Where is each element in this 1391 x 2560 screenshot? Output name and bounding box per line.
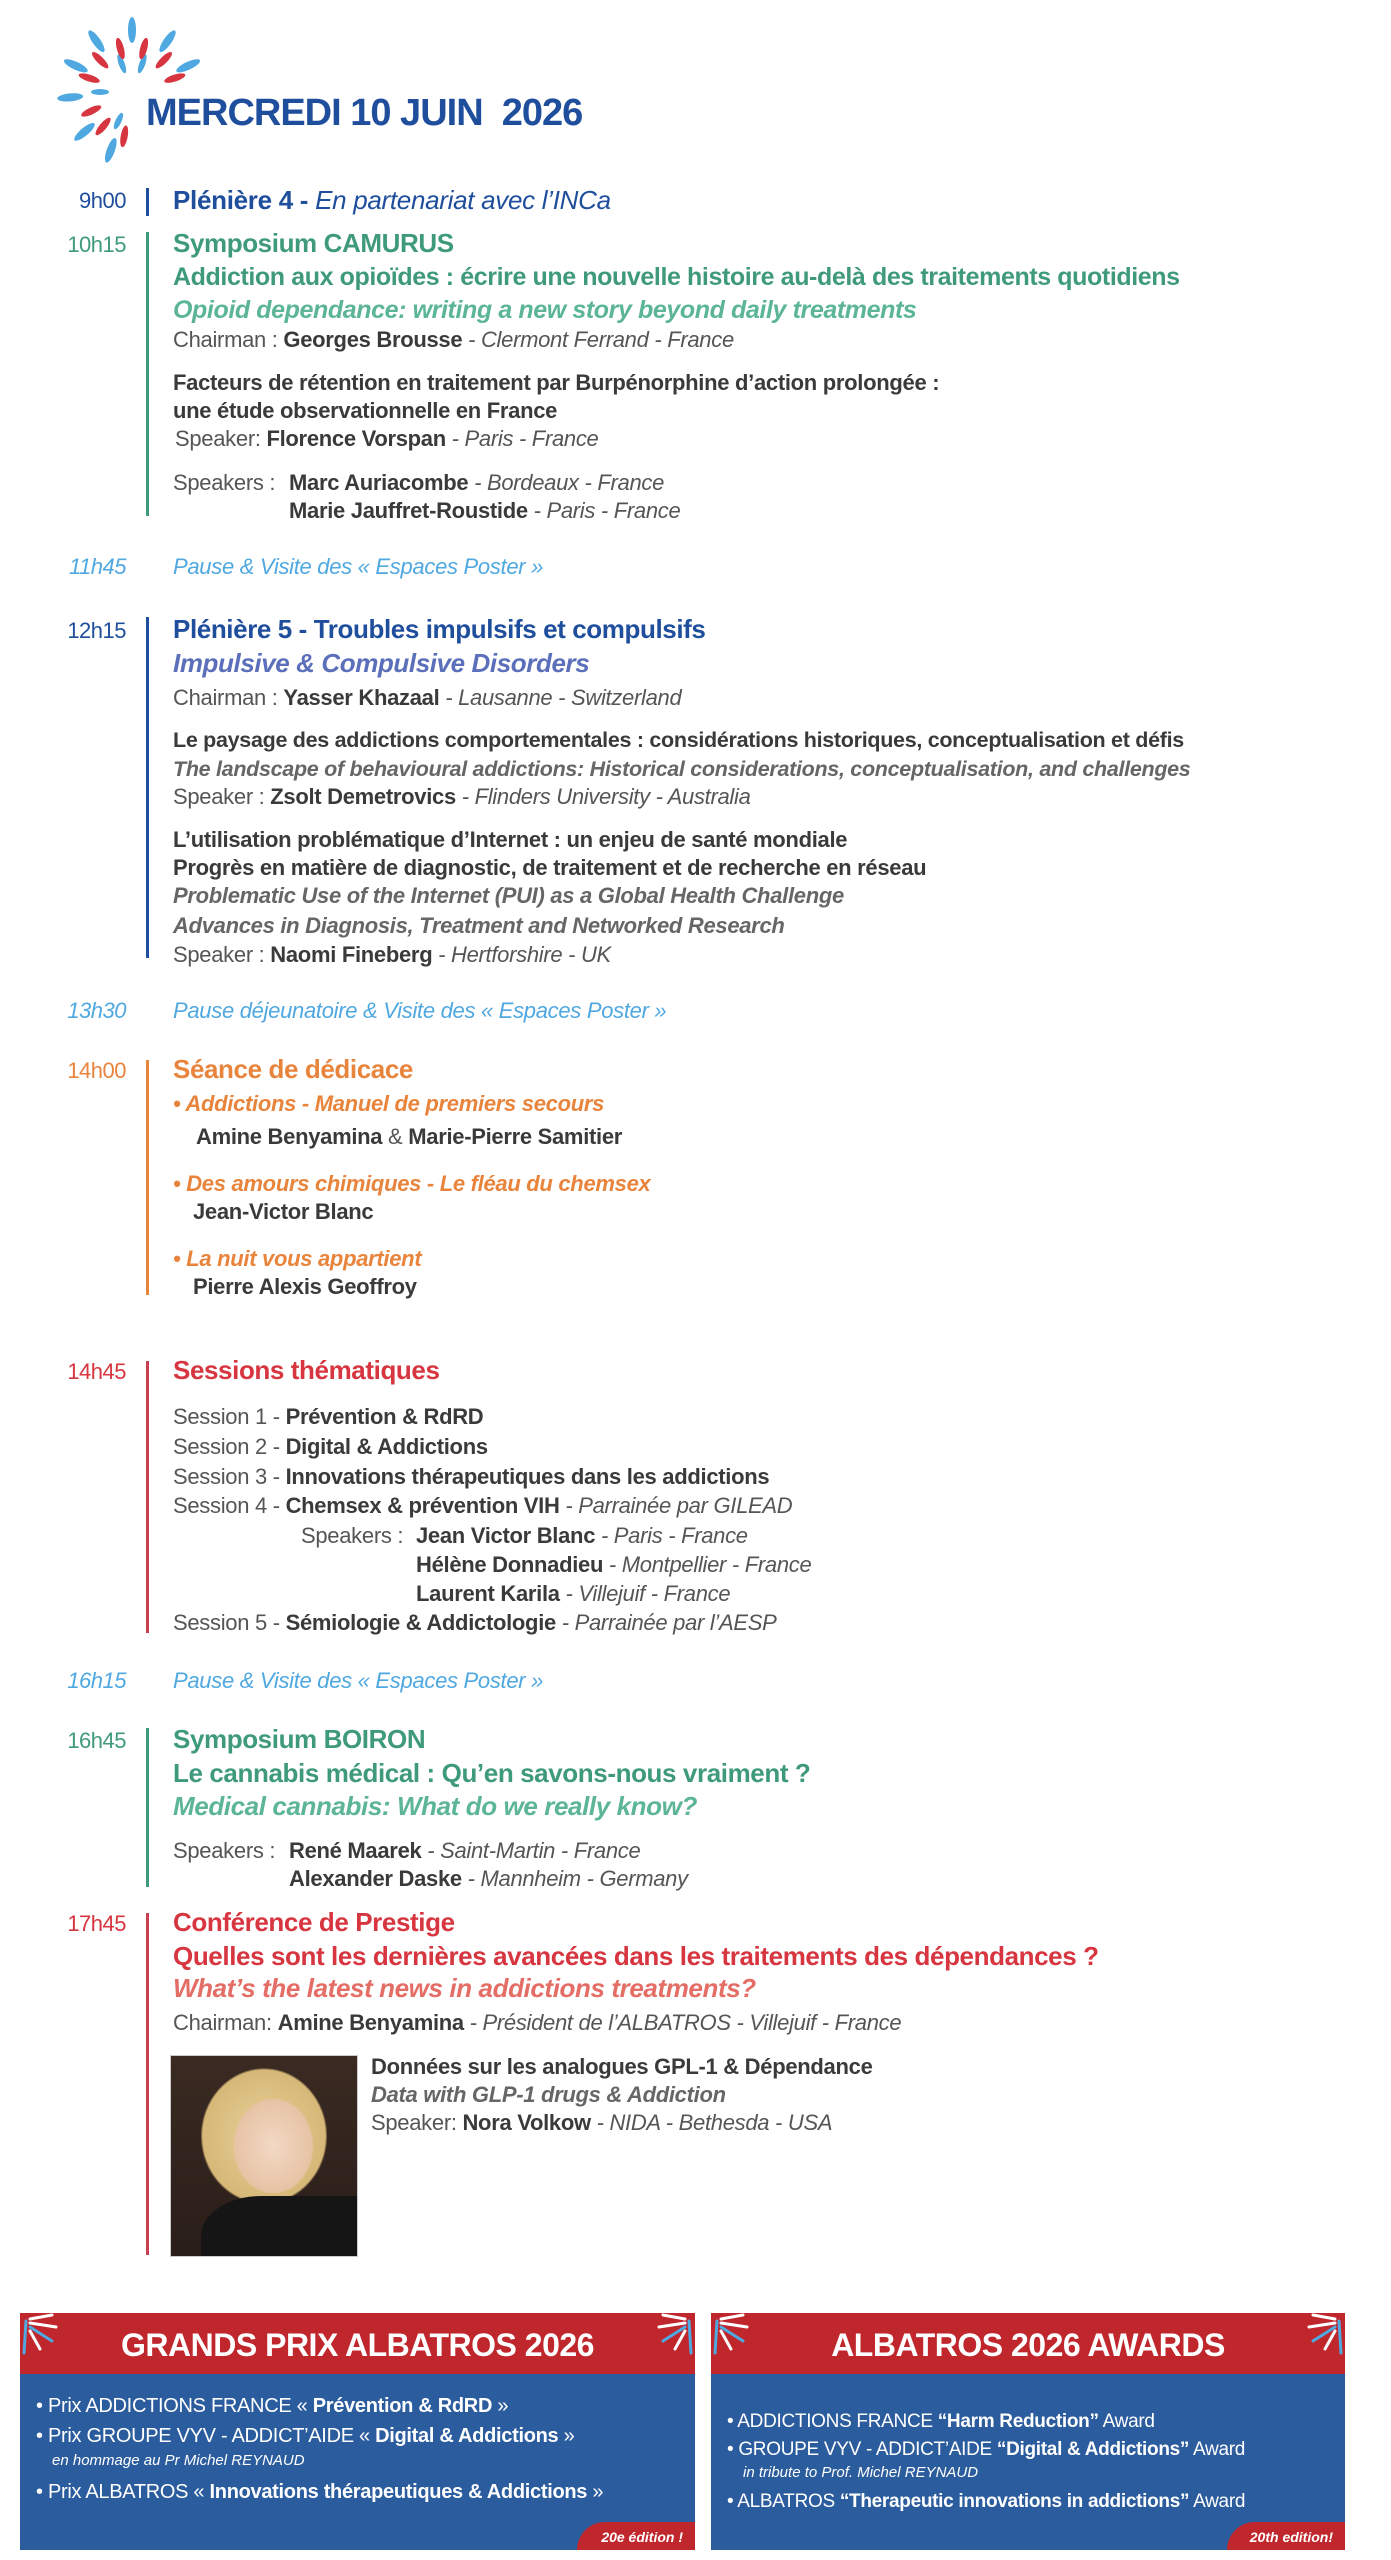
- speaker-location: - Paris - France: [527, 498, 681, 523]
- speakers-label: Speakers :: [301, 1523, 404, 1548]
- author-name: Marie-Pierre Samitier: [408, 1124, 623, 1149]
- book-title: [173, 1091, 604, 1117]
- awards-fr-box: [20, 2313, 695, 2550]
- prestige-speaker: [371, 2110, 832, 2136]
- chairman-location: - Lausanne - Switzerland: [439, 685, 682, 710]
- speaker-location: - Paris - France: [445, 426, 599, 451]
- speaker-name: Naomi Fineberg: [270, 942, 433, 967]
- talk2-speaker: [173, 942, 611, 968]
- edition-badge: 20e édition !: [577, 2522, 695, 2550]
- speaker-name: Jean Victor Blanc: [416, 1523, 596, 1548]
- speaker-location: - Hertforshire - UK: [432, 942, 611, 967]
- time-17h45: 17h45: [67, 1911, 126, 1936]
- prestige-title: Conférence de Prestige: [173, 1907, 455, 1937]
- award-name: Innovations thérapeutiques & Addictions: [209, 2481, 588, 2503]
- speaker-entry: [416, 1523, 748, 1549]
- boiron-title: Symposium BOIRON: [173, 1724, 426, 1754]
- award-suffix: »: [558, 2425, 575, 2447]
- pause-text: Pause déjeunatoire & Visite des « Espaces Poster »: [173, 998, 667, 1023]
- divider: [146, 1060, 149, 1295]
- speaker-label: Speaker:: [371, 2110, 463, 2135]
- pleniere4-title: Plénière 4 -: [173, 185, 316, 215]
- bullet-icon: •: [173, 1091, 186, 1116]
- session-name: Digital & Addictions: [285, 1434, 488, 1459]
- awards-en-header: [711, 2313, 1345, 2374]
- speaker-entry: [416, 1581, 730, 1607]
- session-item: [173, 1464, 769, 1490]
- chairman-name: Amine Benyamina: [277, 2010, 464, 2035]
- speaker-name: Marie Jauffret-Roustide: [289, 498, 528, 523]
- speakers-label: Speakers :: [173, 1838, 276, 1863]
- boiron-fr-title: Le cannabis médical : Qu’en savons-nous vraiment ?: [173, 1758, 811, 1788]
- pleniere4-session: [173, 187, 611, 213]
- time-13h30: 13h30: [67, 998, 126, 1023]
- divider: [146, 1361, 149, 1633]
- divider: [146, 232, 149, 516]
- talk1-speaker: [173, 784, 751, 810]
- speaker-location: - Villejuif - France: [559, 1581, 731, 1606]
- speaker-location: - Flinders University - Australia: [455, 784, 751, 809]
- session-name: Chemsex & prévention VIH: [285, 1493, 560, 1518]
- awards-fr-title: GRANDS PRIX ALBATROS 2026: [121, 2327, 594, 2363]
- session-sponsor: - Parrainée par l’AESP: [555, 1610, 777, 1635]
- camurus-en-title: Opioid dependance: writing a new story beyond daily treatments: [173, 296, 917, 324]
- time-16h15: 16h15: [67, 1668, 126, 1693]
- award-item: [36, 2425, 574, 2448]
- speaker-location: - Saint-Martin - France: [421, 1838, 641, 1863]
- speaker-location: - NIDA - Bethesda - USA: [590, 2110, 833, 2135]
- prestige-talk-en: Data with GLP-1 drugs & Addiction: [371, 2082, 726, 2107]
- award-prefix: • GROUPE VYV - ADDICT’AIDE: [727, 2439, 997, 2460]
- session-name: Sémiologie & Addictologie: [285, 1610, 556, 1635]
- session-item: [173, 1493, 792, 1519]
- awards-en-title: ALBATROS 2026 AWARDS: [831, 2327, 1225, 2363]
- book-title-text: La nuit vous appartient: [186, 1246, 422, 1271]
- camurus-fr-title: Addiction aux opioïdes : écrire une nouvelle histoire au-delà des traitements quotidiens: [173, 263, 1180, 291]
- prestige-chairman: [173, 2010, 901, 2036]
- divider: [146, 1913, 149, 2255]
- session-item: [173, 1610, 777, 1636]
- pleniere5-chairman: [173, 685, 681, 711]
- session-item: [173, 1404, 483, 1430]
- boiron-en-title: Medical cannabis: What do we really know?: [173, 1791, 697, 1821]
- speaker-label: Speaker :: [173, 942, 271, 967]
- session-label: Session 5 -: [173, 1610, 286, 1635]
- speaker-entry: [289, 498, 680, 524]
- book-authors: [196, 1124, 622, 1150]
- sparkle-icon: [643, 2313, 693, 2373]
- award-item: [36, 2481, 603, 2504]
- speaker-entry: [289, 1866, 688, 1892]
- author-name: Amine Benyamina: [196, 1124, 383, 1149]
- camurus-speaker: [175, 426, 598, 452]
- dedicace-title: Séance de dédicace: [173, 1054, 413, 1084]
- speaker-label: Speaker :: [173, 784, 271, 809]
- speaker-location: - Montpellier - France: [603, 1552, 812, 1577]
- book-title-text: Addictions - Manuel de premiers secours: [185, 1091, 605, 1116]
- session-label: Session 1 -: [173, 1404, 286, 1429]
- divider: [146, 617, 149, 958]
- time-16h45: 16h45: [67, 1728, 126, 1753]
- speaker-name: Zsolt Demetrovics: [270, 784, 456, 809]
- chairman-label: Chairman:: [173, 2010, 278, 2035]
- time-14h45: 14h45: [67, 1359, 126, 1384]
- chairman-label: Chairman :: [173, 685, 284, 710]
- divider: [146, 188, 149, 216]
- session-label: Session 4 -: [173, 1493, 286, 1518]
- time-14h00: 14h00: [67, 1058, 126, 1083]
- award-name: “Digital & Addictions”: [996, 2439, 1190, 2460]
- divider: [146, 1728, 149, 1887]
- pleniere5-title: Plénière 5 - Troubles impulsifs et compulsifs: [173, 614, 706, 644]
- award-suffix: Award: [1189, 2491, 1246, 2512]
- award-suffix: »: [587, 2481, 604, 2503]
- speaker-location: - Mannheim - Germany: [461, 1866, 688, 1891]
- session-sponsor: - Parrainée par GILEAD: [559, 1493, 793, 1518]
- award-name: “Harm Reduction”: [937, 2411, 1099, 2432]
- award-suffix: Award: [1189, 2439, 1246, 2460]
- time-9h00: 9h00: [79, 188, 126, 213]
- talk2-fr-line2: Progrès en matière de diagnostic, de traitement et de recherche en réseau: [173, 855, 927, 880]
- speaker-photo: [170, 2055, 358, 2257]
- book-title: [173, 1246, 421, 1272]
- time-12h15: 12h15: [67, 618, 126, 643]
- book-title-text: Des amours chimiques - Le fléau du chemsex: [186, 1171, 651, 1196]
- speaker-label: Speaker:: [175, 426, 267, 451]
- award-prefix: • ADDICTIONS FRANCE: [727, 2411, 938, 2432]
- speaker-name: René Maarek: [289, 1838, 422, 1863]
- session-name: Innovations thérapeutiques dans les addictions: [285, 1464, 770, 1489]
- speaker-entry: [416, 1552, 811, 1578]
- speaker-name: Nora Volkow: [462, 2110, 591, 2135]
- award-item: [36, 2395, 508, 2418]
- book-title: [173, 1171, 650, 1197]
- chairman-location: - Président de l’ALBATROS - Villejuif - France: [463, 2010, 902, 2035]
- session-item: [173, 1434, 488, 1460]
- award-name: “Therapeutic innovations in addictions”: [839, 2491, 1190, 2512]
- speaker-entry: [289, 470, 664, 496]
- award-prefix: • Prix GROUPE VYV - ADDICT’AIDE «: [36, 2425, 376, 2447]
- session-label: Session 3 -: [173, 1464, 286, 1489]
- sparkle-icon: [1293, 2313, 1343, 2373]
- time-10h15: 10h15: [67, 232, 126, 257]
- pleniere5-en-title: Impulsive & Compulsive Disorders: [173, 648, 590, 678]
- award-prefix: • Prix ADDICTIONS FRANCE «: [36, 2395, 313, 2417]
- camurus-chairman: [173, 327, 734, 353]
- talk2-en-line1: Problematic Use of the Internet (PUI) as a Global Health Challenge: [173, 883, 844, 908]
- camurus-title: Symposium CAMURUS: [173, 228, 454, 258]
- award-tribute: in tribute to Prof. Michel REYNAUD: [743, 2464, 979, 2481]
- sessions-title: Sessions thématiques: [173, 1355, 440, 1385]
- speaker-entry: [289, 1838, 640, 1864]
- award-name: Prévention & RdRD: [312, 2395, 493, 2417]
- award-item: [727, 2491, 1245, 2513]
- bullet-icon: •: [173, 1171, 187, 1196]
- chairman-label: Chairman :: [173, 327, 284, 352]
- author-name: Jean-Victor Blanc: [193, 1199, 374, 1224]
- speakers-label: Speakers :: [173, 470, 276, 495]
- camurus-talk-line2: une étude observationnelle en France: [173, 398, 558, 423]
- talk2-en-line2: Advances in Diagnosis, Treatment and Networked Research: [173, 913, 785, 938]
- session-name: Prévention & RdRD: [285, 1404, 484, 1429]
- pause-text: Pause & Visite des « Espaces Poster »: [173, 1668, 544, 1693]
- award-prefix: • ALBATROS: [727, 2491, 840, 2512]
- talk2-fr-line1: L’utilisation problématique d’Internet : un enjeu de santé mondiale: [173, 827, 848, 852]
- prestige-en-title: What’s the latest news in addictions treatments?: [173, 1973, 756, 2003]
- speaker-name: Laurent Karila: [416, 1581, 560, 1606]
- awards-en-box: [711, 2313, 1345, 2550]
- page-title: MERCREDI 10 JUIN 2026: [146, 92, 583, 134]
- chairman-location: - Clermont Ferrand - France: [462, 327, 734, 352]
- speaker-name: Florence Vorspan: [266, 426, 446, 451]
- pause-text: Pause & Visite des « Espaces Poster »: [173, 554, 544, 579]
- author-name: Pierre Alexis Geoffroy: [193, 1274, 417, 1299]
- talk1-fr: Le paysage des addictions comportementales : considérations historiques, conceptualisation et défis: [173, 728, 1184, 752]
- talk1-en: The landscape of behavioural addictions: Historical considerations, conceptualisation, and challenges: [173, 757, 1191, 781]
- award-item: [727, 2411, 1155, 2433]
- ampersand: &: [382, 1124, 409, 1149]
- prestige-fr-title: Quelles sont les dernières avancées dans les traitements des dépendances ?: [173, 1941, 1099, 1971]
- edition-badge: 20th edition!: [1227, 2522, 1345, 2550]
- chairman-name: Georges Brousse: [283, 327, 463, 352]
- speaker-location: - Paris - France: [595, 1523, 748, 1548]
- time-11h45: 11h45: [68, 554, 126, 579]
- award-suffix: »: [492, 2395, 509, 2417]
- speaker-name: Alexander Daske: [289, 1866, 462, 1891]
- speaker-name: Hélène Donnadieu: [416, 1552, 604, 1577]
- award-item: [727, 2439, 1245, 2461]
- award-prefix: • Prix ALBATROS «: [36, 2481, 210, 2503]
- prestige-talk-fr: Données sur les analogues GPL-1 & Dépendance: [371, 2054, 873, 2079]
- awards-fr-header: [20, 2313, 695, 2374]
- award-suffix: Award: [1098, 2411, 1155, 2432]
- camurus-talk-line1: Facteurs de rétention en traitement par Burpénorphine d’action prolongée :: [173, 370, 940, 395]
- award-name: Digital & Addictions: [375, 2425, 559, 2447]
- bullet-icon: •: [173, 1246, 187, 1271]
- speaker-location: - Bordeaux - France: [468, 470, 665, 495]
- award-tribute: en hommage au Pr Michel REYNAUD: [52, 2452, 305, 2469]
- speaker-name: Marc Auriacombe: [289, 470, 469, 495]
- pleniere4-subtitle: En partenariat avec l’INCa: [315, 185, 611, 215]
- session-label: Session 2 -: [173, 1434, 286, 1459]
- chairman-name: Yasser Khazaal: [283, 685, 440, 710]
